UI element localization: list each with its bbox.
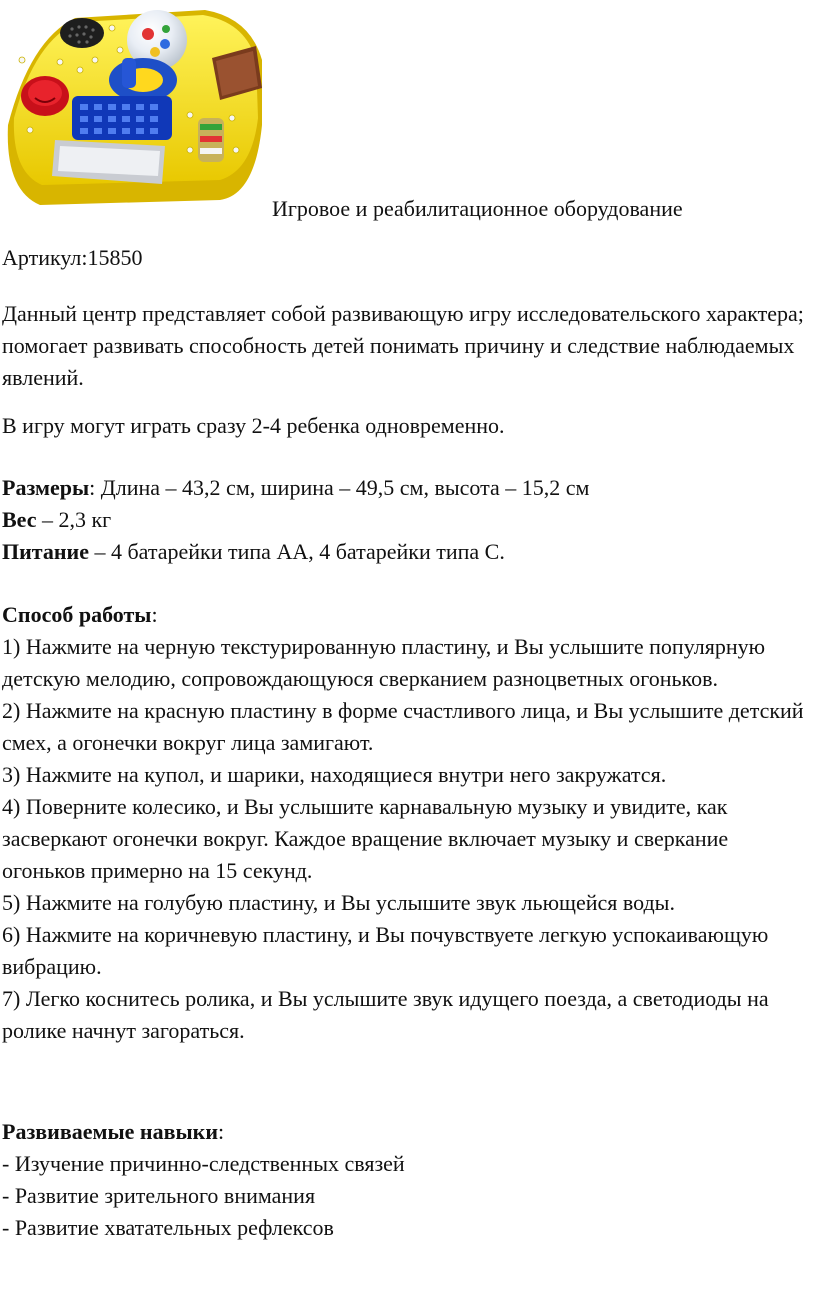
spec-dimensions — [2, 472, 814, 504]
instructions-heading-text: Способ работы — [2, 602, 152, 627]
page-title: Игровое и реабилитационное оборудование — [272, 196, 683, 221]
spec-weight — [2, 504, 814, 536]
instruction-step: 7) Легко коснитесь ролика, и Вы услышите звук идущего поезда, а светодиоды на ролике начнут загораться. — [2, 986, 769, 1043]
instruction-step: 4) Поверните колесико, и Вы услышите карнавальную музыку и увидите, как засверкают огонечки вокруг. Каждое вращение включает музыку и сверкание огоньков примерно на 15 секунд. — [2, 794, 729, 883]
instruction-step: 2) Нажмите на красную пластину в форме счастливого лица, и Вы услышите детский смех, а огонечки вокруг лица замигают. — [2, 698, 804, 755]
article-label: Артикул: — [2, 245, 88, 270]
instruction-step: 3) Нажмите на купол, и шарики, находящиеся внутри него закружатся. — [2, 762, 667, 787]
players-note — [2, 410, 814, 442]
spec-power-value: – 4 батарейки типа АА, 4 батарейки типа С. — [88, 539, 505, 564]
product-image — [0, 0, 272, 212]
spec-power — [2, 536, 814, 568]
instructions-section — [2, 599, 814, 1047]
instructions-heading-colon: : — [151, 602, 158, 627]
spec-weight-value: – 2,3 кг — [36, 507, 112, 532]
instructions-list — [2, 631, 814, 1047]
spec-power-label: Питание — [2, 539, 89, 564]
instruction-step: 1) Нажмите на черную текстурированную пластину, и Вы услышите популярную детскую мелодию, сопровождающуюся сверканием разноцветных огоньков. — [2, 634, 766, 691]
skills-list — [2, 1148, 814, 1244]
skills-section — [2, 1116, 814, 1244]
skill-item: - Развитие зрительного внимания — [2, 1183, 316, 1208]
instructions-heading — [2, 599, 814, 631]
description-text: Данный центр представляет собой развивающую игру исследовательского характера; помогает развивать способность детей понимать причину и следствие наблюдаемых явлений. — [2, 301, 804, 390]
instruction-step: 6) Нажмите на коричневую пластину, и Вы почувствуете легкую успокаивающую вибрацию. — [2, 922, 769, 979]
skills-heading-text: Развиваемые навыки — [2, 1119, 218, 1144]
spec-weight-label: Вес — [2, 507, 37, 532]
spec-dimensions-label: Размеры — [2, 475, 90, 500]
instruction-step: 5) Нажмите на голубую пластину, и Вы услышите звук льющейся воды. — [2, 890, 675, 915]
article-number: 15850 — [87, 245, 143, 270]
skills-heading — [2, 1116, 814, 1148]
skill-item: - Развитие хватательных рефлексов — [2, 1215, 334, 1240]
spec-dimensions-value: : Длина – 43,2 см, ширина – 49,5 см, высота – 15,2 см — [89, 475, 590, 500]
skill-item: - Изучение причинно-следственных связей — [2, 1151, 405, 1176]
description — [2, 298, 814, 394]
specifications — [2, 472, 814, 568]
article-line — [2, 242, 814, 274]
skills-heading-colon: : — [218, 1119, 225, 1144]
players-note-text: В игру могут играть сразу 2-4 ребенка одновременно. — [2, 413, 505, 438]
